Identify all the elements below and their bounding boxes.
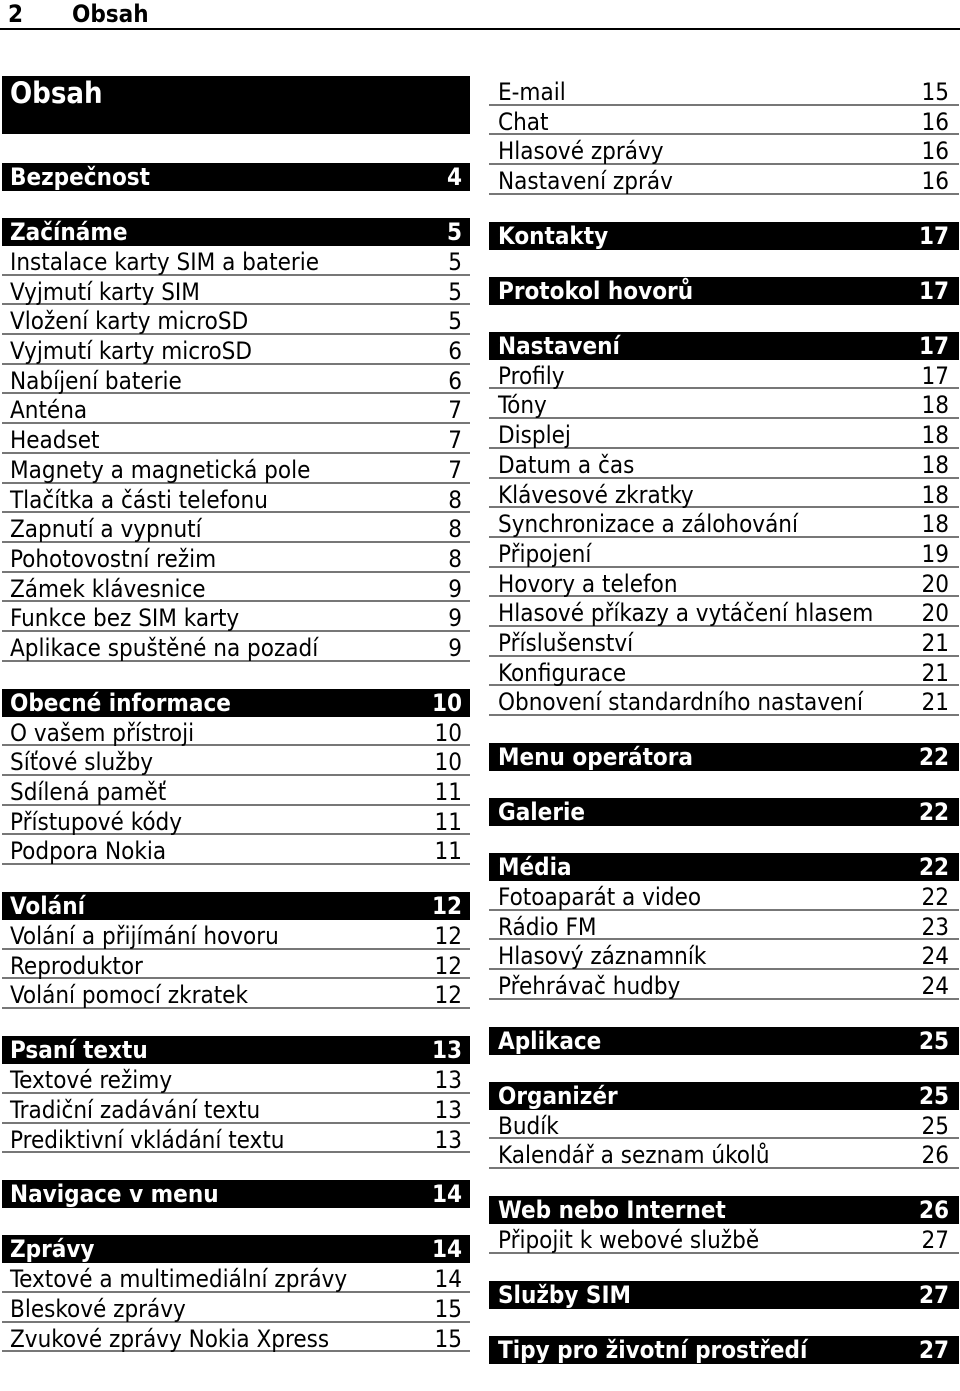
toc-entry[interactable] [489, 568, 959, 598]
toc-entry-label: Připojit k webové službě [498, 1226, 760, 1255]
toc-entry-label: Magnety a magnetická pole [10, 455, 311, 484]
toc-section-heading[interactable] [489, 853, 959, 881]
toc-entry-label: Volání pomocí zkratek [10, 981, 248, 1010]
toc-section [2, 1235, 470, 1352]
toc-entry-page: 24 [921, 972, 949, 1001]
toc-entry-page: 15 [434, 1294, 462, 1323]
toc-entry[interactable] [2, 602, 470, 632]
toc-entry-label: Nastavení zpráv [498, 167, 673, 196]
toc-entry[interactable] [2, 717, 470, 747]
toc-section-heading[interactable] [2, 1036, 470, 1064]
toc-section-title: Tipy pro životní prostředí [498, 1335, 808, 1364]
toc-entry-label: Hlasové příkazy a vytáčení hlasem [498, 599, 874, 628]
toc-section-heading[interactable] [489, 222, 959, 250]
toc-section-title: Protokol hovorů [498, 276, 694, 305]
toc-section-heading[interactable] [489, 1196, 959, 1224]
toc-section [489, 277, 959, 305]
toc-entry[interactable] [2, 1263, 470, 1293]
toc-entry-label: Instalace karty SIM a baterie [10, 248, 320, 276]
toc-entry-page: 18 [921, 510, 949, 539]
toc-entry-page: 14 [434, 1265, 462, 1294]
toc-title: Obsah [2, 76, 470, 134]
toc-entry-page: 22 [921, 883, 949, 911]
toc-entry[interactable] [489, 881, 959, 911]
toc-entry-page: 7 [448, 426, 462, 455]
toc-entry-label: Konfigurace [498, 658, 627, 687]
toc-entry-label: Síťové služby [10, 748, 154, 777]
toc-section-page: 17 [918, 331, 949, 360]
toc-section [489, 853, 959, 1000]
toc-entry[interactable] [2, 1124, 470, 1154]
toc-entry-label: Připojení [498, 539, 592, 568]
toc-section [2, 1036, 470, 1153]
toc-entry[interactable] [489, 940, 959, 970]
toc-entry-page: 6 [448, 337, 462, 366]
toc-entry-label: Zámek klávesnice [10, 574, 206, 603]
toc-section-title: Volání [10, 892, 85, 921]
toc-entry-page: 13 [434, 1066, 462, 1095]
toc-entry-label: Prediktivní vkládání textu [10, 1125, 285, 1154]
toc-section [489, 1082, 959, 1169]
toc-entry-page: 18 [921, 450, 949, 479]
toc-entry[interactable] [2, 776, 470, 806]
toc-entry[interactable] [489, 1110, 959, 1140]
toc-section [2, 163, 470, 191]
toc-section [489, 222, 959, 250]
toc-section-page: 14 [431, 1180, 462, 1209]
toc-entry-label: Volání a přijímání hovoru [10, 922, 279, 951]
toc-section-heading[interactable] [2, 1180, 470, 1208]
toc-entry-page: 13 [434, 1125, 462, 1154]
toc-section-page: 14 [431, 1235, 462, 1264]
toc-entry-page: 10 [434, 748, 462, 777]
toc-section-page: 10 [431, 688, 462, 717]
toc-entry[interactable] [489, 76, 959, 106]
toc-entry-label: Přístupové kódy [10, 807, 183, 836]
toc-section-heading[interactable] [489, 1082, 959, 1110]
toc-section-heading[interactable] [489, 798, 959, 826]
toc-entry[interactable] [2, 246, 470, 276]
toc-section-heading[interactable] [2, 218, 470, 246]
toc-section-title: Obecné informace [10, 688, 231, 717]
toc-entry-page: 27 [921, 1226, 949, 1255]
page-header-title: Obsah [72, 0, 149, 28]
toc-section [489, 798, 959, 826]
toc-entry-label: Kalendář a seznam úkolů [498, 1141, 770, 1170]
toc-entry[interactable] [489, 657, 959, 687]
toc-entry-label: Anténa [10, 396, 88, 425]
toc-entry-label: Displej [498, 421, 571, 450]
toc-entry-label: Přehrávač hudby [498, 972, 681, 1001]
toc-entry[interactable] [2, 305, 470, 335]
toc-entry-page: 15 [434, 1324, 462, 1353]
toc-entry[interactable] [2, 276, 470, 306]
toc-entry[interactable] [489, 538, 959, 568]
toc-entry[interactable] [2, 335, 470, 365]
toc-entry-page: 7 [448, 455, 462, 484]
page-number: 2 [8, 0, 24, 28]
toc-entry[interactable] [2, 632, 470, 662]
toc-entry[interactable] [489, 597, 959, 627]
toc-entry-label: E-mail [498, 78, 566, 106]
toc-entry-label: Budík [498, 1111, 559, 1140]
toc-entry-label: Reproduktor [10, 951, 143, 980]
toc-entry-page: 11 [434, 807, 462, 836]
toc-entry-page: 7 [448, 396, 462, 425]
toc-entry-page: 11 [434, 778, 462, 806]
toc-entry-page: 16 [921, 167, 949, 196]
toc-entry-label: Podpora Nokia [10, 837, 167, 866]
toc-entry[interactable] [2, 920, 470, 950]
toc-entry-label: Rádio FM [498, 912, 597, 941]
toc-entry-page: 5 [448, 307, 462, 336]
toc-section [489, 332, 959, 716]
toc-entry[interactable] [489, 911, 959, 941]
toc-entry[interactable] [489, 360, 959, 390]
toc-section-page: 27 [918, 1335, 949, 1364]
toc-section-title: Menu operátora [498, 743, 693, 771]
toc-entry-page: 17 [921, 361, 949, 390]
toc-entry-page: 12 [434, 951, 462, 980]
toc-entry-label: Tradiční zadávání textu [10, 1095, 261, 1124]
toc-entry-label: Hlasové zprávy [498, 137, 664, 166]
toc-section-title: Organizér [498, 1081, 618, 1110]
toc-entry-label: Hlasový záznamník [498, 942, 707, 971]
toc-entry-label: Chat [498, 107, 549, 136]
toc-entry[interactable] [489, 135, 959, 165]
toc-section-heading[interactable] [2, 1235, 470, 1263]
toc-section [489, 1027, 959, 1055]
toc-entry[interactable] [2, 979, 470, 1009]
toc-entry-page: 12 [434, 922, 462, 951]
toc-entry-page: 12 [434, 981, 462, 1010]
toc-entry-page: 9 [448, 574, 462, 603]
toc-section [2, 892, 470, 1009]
toc-entry-label: Profily [498, 361, 565, 390]
toc-section-title: Kontakty [498, 221, 609, 250]
toc-entry[interactable] [489, 389, 959, 419]
toc-entry-page: 16 [921, 107, 949, 136]
toc-entry-label: Textové a multimediální zprávy [10, 1265, 348, 1294]
toc-section-page: 13 [431, 1036, 462, 1065]
toc-entry[interactable] [2, 573, 470, 603]
toc-entry-label: Vyjmutí karty SIM [10, 277, 200, 306]
toc-section-page: 17 [918, 276, 949, 305]
toc-entry[interactable] [2, 484, 470, 514]
toc-section-page: 25 [918, 1026, 949, 1055]
toc-right-column [489, 76, 959, 1391]
toc-section-page: 25 [918, 1081, 949, 1110]
toc-section-title: Galerie [498, 798, 586, 826]
toc-section-page: 4 [446, 163, 462, 191]
toc-entry[interactable] [2, 543, 470, 573]
toc-entry[interactable] [2, 1323, 470, 1353]
toc-section-page: 22 [918, 743, 949, 771]
toc-entry[interactable] [489, 449, 959, 479]
toc-section-page: 12 [431, 892, 462, 921]
toc-entry-page: 18 [921, 480, 949, 509]
toc-entry-page: 10 [434, 718, 462, 747]
toc-section-title: Služby SIM [498, 1280, 631, 1309]
toc-entry-page: 23 [921, 912, 949, 941]
toc-section [489, 1196, 959, 1254]
toc-entry-label: Zvukové zprávy Nokia Xpress [10, 1324, 330, 1353]
toc-entry-page: 20 [921, 569, 949, 598]
toc-entry-label: Funkce bez SIM karty [10, 604, 240, 633]
toc-entry-label: Fotoaparát a video [498, 883, 702, 911]
toc-entry[interactable] [2, 394, 470, 424]
toc-entry-label: Textové režimy [10, 1066, 173, 1095]
toc-entry-page: 9 [448, 604, 462, 633]
toc-section-page: 26 [918, 1196, 949, 1225]
toc-entry-label: Vyjmutí karty microSD [10, 337, 253, 366]
toc-entry-page: 6 [448, 366, 462, 395]
toc-section-page: 17 [918, 221, 949, 250]
toc-entry[interactable] [2, 950, 470, 980]
toc-entry-page: 16 [921, 137, 949, 166]
toc-entry-page: 8 [448, 544, 462, 573]
toc-section-heading[interactable] [489, 277, 959, 305]
toc-entry-label: Bleskové zprávy [10, 1294, 186, 1323]
toc-section-title: Média [498, 853, 572, 881]
toc-entry-label: Aplikace spuštěné na pozadí [10, 633, 319, 662]
toc-entry[interactable] [2, 835, 470, 865]
toc-entry[interactable] [2, 1293, 470, 1323]
toc-entry[interactable] [2, 513, 470, 543]
toc-entry[interactable] [2, 365, 470, 395]
toc-entry[interactable] [489, 686, 959, 716]
toc-entry-page: 18 [921, 421, 949, 450]
toc-section [2, 218, 470, 662]
toc-entry-label: Synchronizace a zálohování [498, 510, 798, 539]
toc-entry-label: Obnovení standardního nastavení [498, 688, 863, 717]
toc-entry-label: Klávesové zkratky [498, 480, 694, 509]
toc-entry-label: Datum a čas [498, 450, 635, 479]
toc-entry-page: 18 [921, 391, 949, 420]
toc-entry-label: Tlačítka a části telefonu [10, 485, 268, 514]
toc-left-column [2, 76, 470, 1379]
toc-section-heading[interactable] [2, 689, 470, 717]
toc-entry-label: O vašem přístroji [10, 718, 195, 747]
toc-section-title: Navigace v menu [10, 1180, 219, 1209]
toc-entry-label: Vložení karty microSD [10, 307, 249, 336]
toc-entry-page: 5 [448, 248, 462, 276]
toc-entry[interactable] [489, 419, 959, 449]
toc-entry-page: 9 [448, 633, 462, 662]
toc-section-title: Psaní textu [10, 1036, 148, 1065]
toc-section [2, 689, 470, 865]
toc-section [2, 1180, 470, 1208]
page-header [0, 0, 960, 30]
toc-entry-label: Nabíjení baterie [10, 366, 182, 395]
toc-section-title: Aplikace [498, 1026, 602, 1055]
toc-section-heading[interactable] [489, 1336, 959, 1364]
toc-entry-label: Příslušenství [498, 628, 634, 657]
toc-entry-page: 24 [921, 942, 949, 971]
toc-entry-page: 19 [921, 539, 949, 568]
toc-entry[interactable] [2, 1094, 470, 1124]
toc-section-page: 5 [446, 218, 462, 246]
toc-section-title: Nastavení [498, 331, 620, 360]
toc-entry-page: 21 [921, 688, 949, 717]
toc-entry-page: 5 [448, 277, 462, 306]
toc-entry-page: 25 [921, 1111, 949, 1140]
toc-entry-page: 20 [921, 599, 949, 628]
toc-entry[interactable] [489, 627, 959, 657]
toc-section [489, 1281, 959, 1309]
toc-section [489, 743, 959, 771]
toc-section-title: Bezpečnost [10, 163, 150, 191]
toc-section-heading[interactable] [489, 332, 959, 360]
toc-entry[interactable] [489, 479, 959, 509]
toc-entry[interactable] [2, 424, 470, 454]
toc-section-heading[interactable] [489, 1281, 959, 1309]
toc-entry-page: 8 [448, 485, 462, 514]
toc-entry[interactable] [2, 806, 470, 836]
toc-continuation [489, 76, 959, 195]
toc-entry[interactable] [2, 746, 470, 776]
toc-section-heading[interactable] [489, 1027, 959, 1055]
toc-entry-page: 21 [921, 658, 949, 687]
toc-entry[interactable] [489, 106, 959, 136]
toc-section [489, 1336, 959, 1364]
toc-section-page: 27 [918, 1280, 949, 1309]
toc-entry-page: 13 [434, 1095, 462, 1124]
toc-entry-label: Hovory a telefon [498, 569, 678, 598]
toc-entry-label: Zapnutí a vypnutí [10, 515, 202, 544]
toc-entry-page: 15 [921, 78, 949, 106]
toc-entry-page: 8 [448, 515, 462, 544]
toc-entry-page: 26 [921, 1141, 949, 1170]
toc-section-title: Web nebo Internet [498, 1196, 726, 1225]
toc-entry-label: Headset [10, 426, 100, 455]
toc-entry-page: 21 [921, 628, 949, 657]
toc-entry-label: Sdílená paměť [10, 778, 167, 806]
toc-entry[interactable] [489, 1139, 959, 1169]
toc-entry[interactable] [489, 970, 959, 1000]
toc-section-title: Začínáme [10, 218, 128, 246]
toc-section-heading[interactable] [2, 892, 470, 920]
toc-section-page: 22 [918, 798, 949, 826]
toc-section-title: Zprávy [10, 1235, 95, 1264]
toc-entry[interactable] [489, 1224, 959, 1254]
toc-section-heading[interactable] [2, 163, 470, 191]
toc-entry-page: 11 [434, 837, 462, 866]
toc-entry[interactable] [489, 508, 959, 538]
toc-entry[interactable] [2, 454, 470, 484]
toc-entry[interactable] [489, 165, 959, 195]
toc-section-heading[interactable] [489, 743, 959, 771]
toc-entry-label: Pohotovostní režim [10, 544, 217, 573]
toc-section-page: 22 [918, 853, 949, 881]
toc-entry[interactable] [2, 1064, 470, 1094]
toc-entry-label: Tóny [498, 391, 547, 420]
